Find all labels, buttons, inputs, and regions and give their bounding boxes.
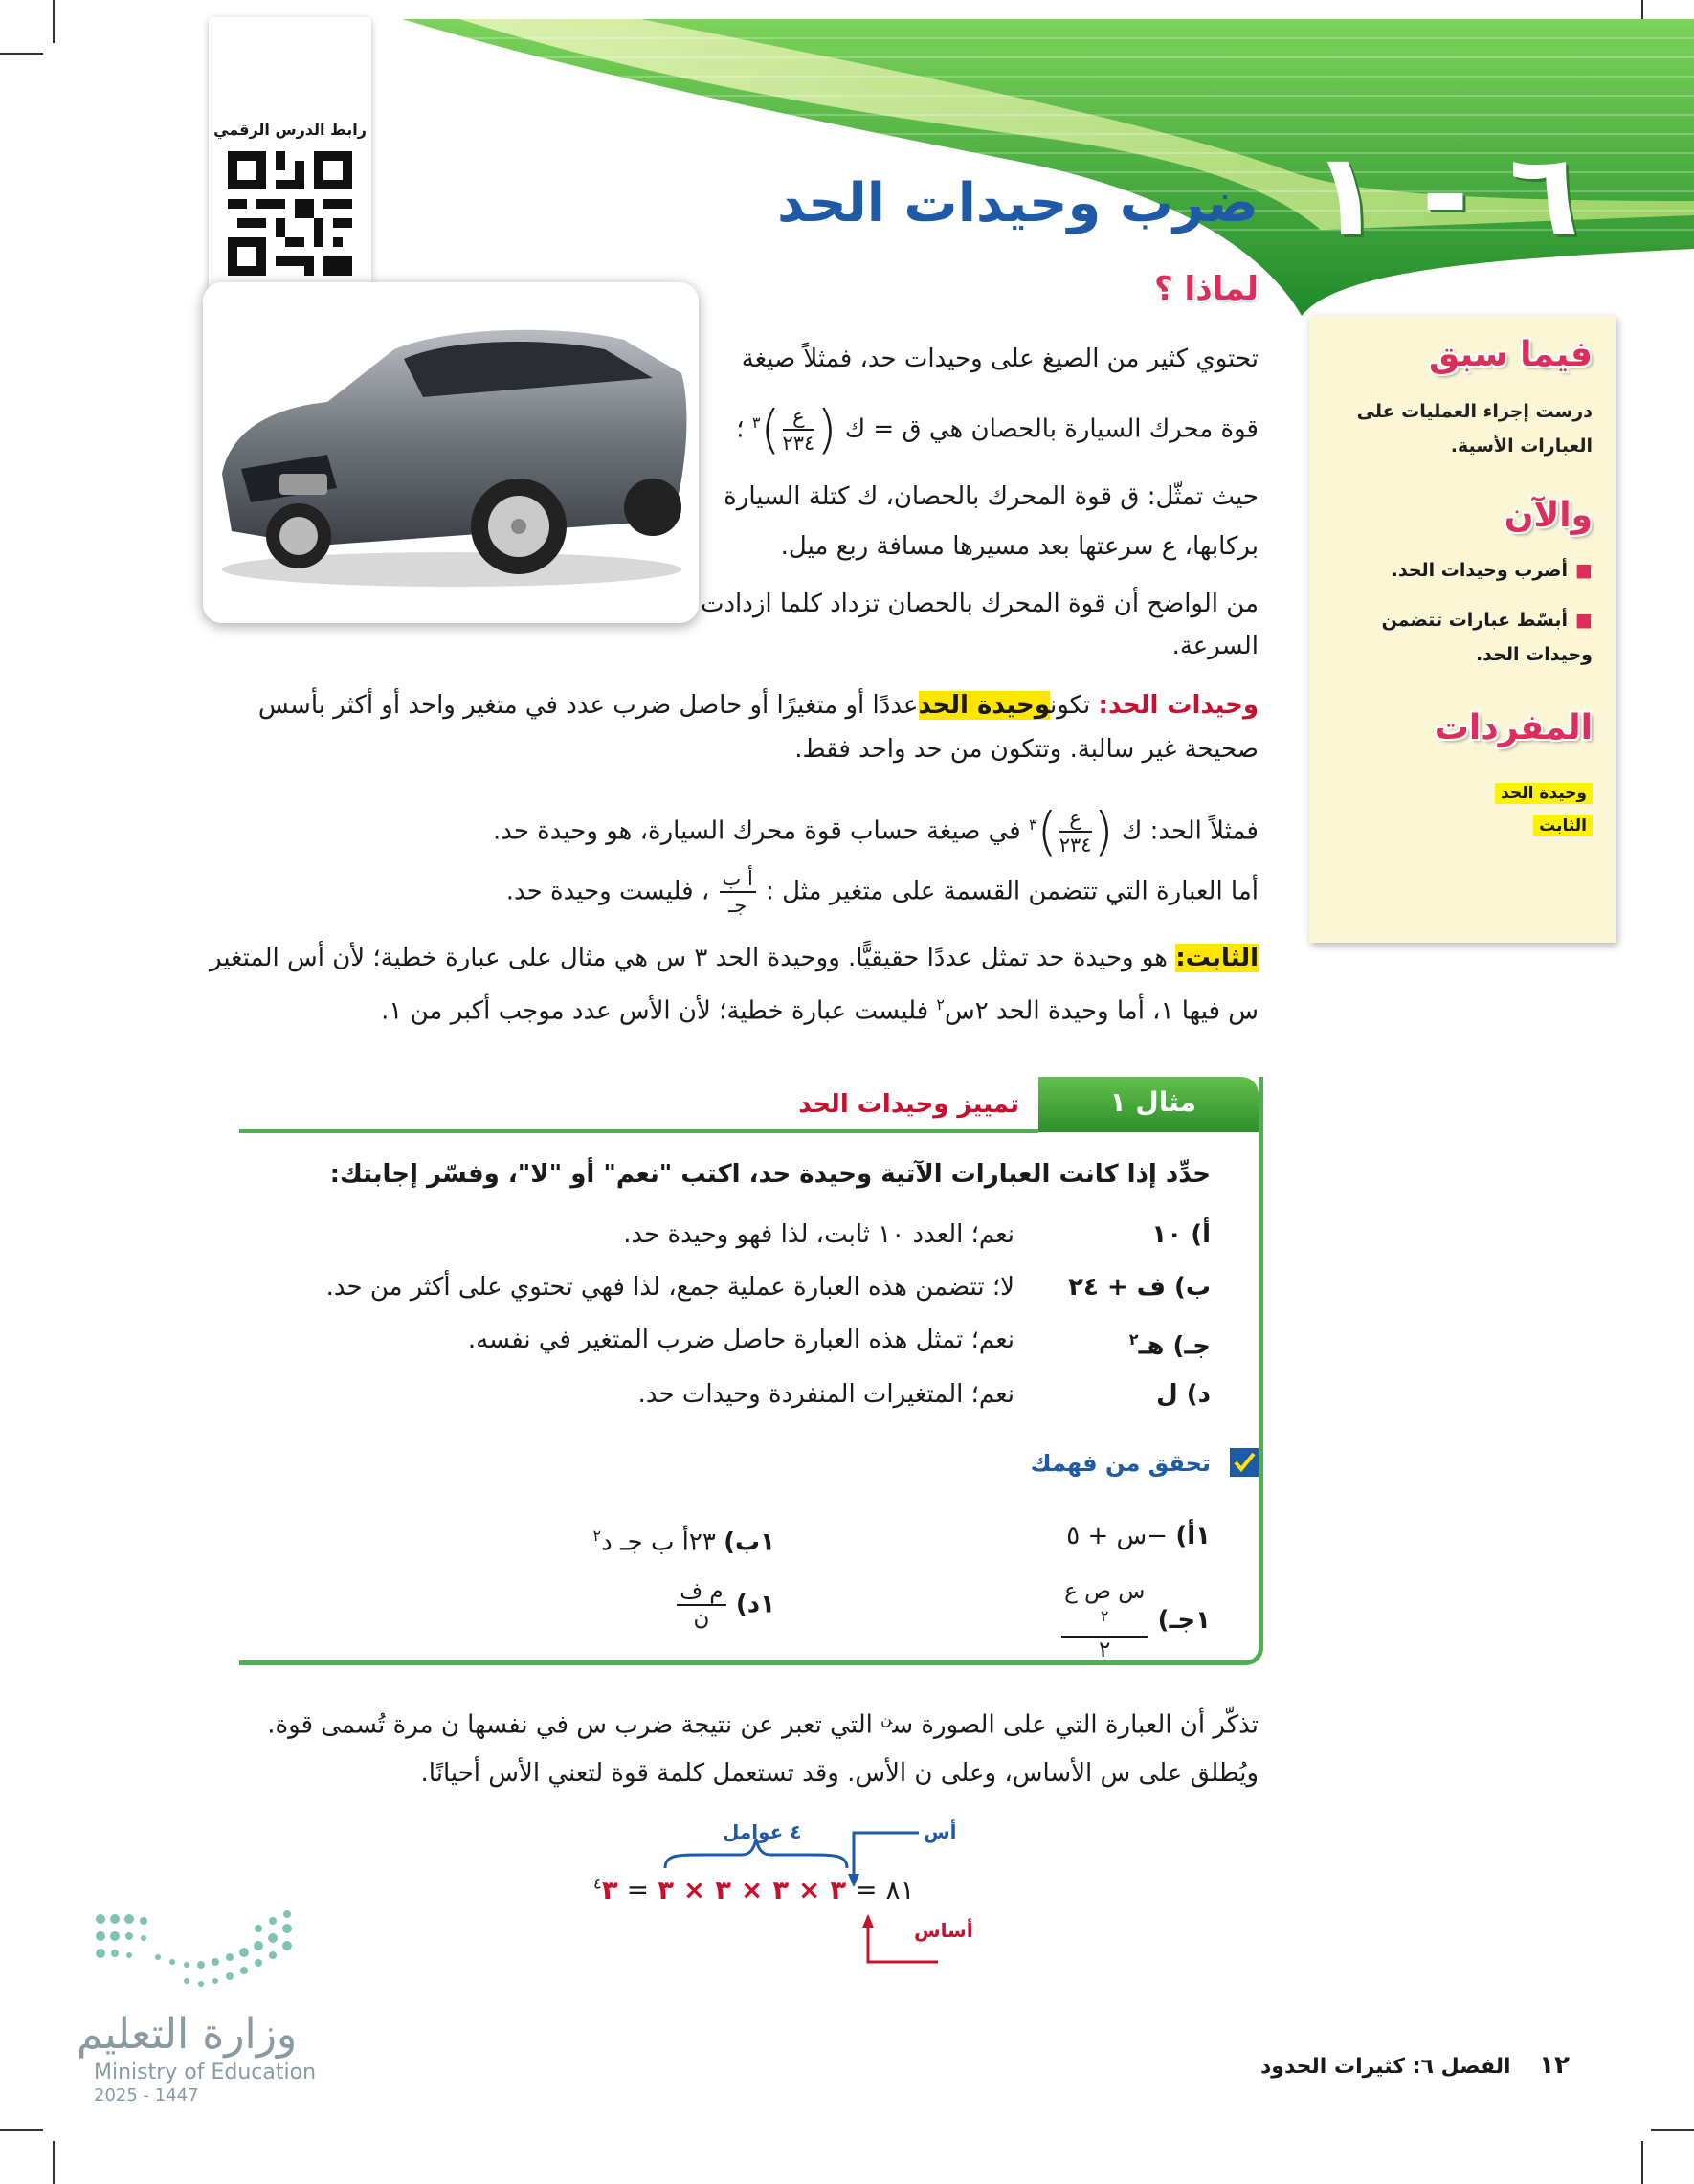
example-instruction: حدِّد إذا كانت العبارات الآتية وحيدة حد، اكتب "نعم" أو "لا"، وفسّر إجابتك: xyxy=(329,1160,1211,1189)
example-item-answer: نعم؛ المتغيرات المنفردة وحيدات حد. xyxy=(637,1380,1014,1409)
result-value: ٨١ xyxy=(885,1874,915,1905)
why-line-1: تحتوي كثير من الصيغ على وحيدات حد، فمثلاً صيغة xyxy=(741,345,1259,373)
example-item-answer: نعم؛ تمثل هذه العبارة حاصل ضرب المتغير في نفسه. xyxy=(467,1326,1014,1354)
chapter-label: الفصل ٦: كثيرات الحدود xyxy=(1259,2055,1511,2079)
sidebar-prev-text: درست إجراء العمليات على العبارات الأسية. xyxy=(1356,401,1593,457)
check-item-b: ١ب) ٢٣أ ب جـ د$^٢$ xyxy=(592,1527,775,1557)
speed-fraction: $\frac{\text{ع}}{٢٣٤}$ xyxy=(782,405,815,456)
punctuation: ؛ xyxy=(736,414,745,444)
power-equation: ٨١ = ٣ × ٣ × ٣ × ٣ = $^٤$٣ xyxy=(593,1874,915,1905)
example-item-label: أ) ١٠ xyxy=(1151,1220,1211,1249)
sidebar-prev-heading: فيما سبق xyxy=(1429,335,1593,374)
base-label: أساس xyxy=(914,1919,973,1942)
sidebar-vocab-heading: المفردات xyxy=(1434,708,1593,747)
highlighted-term: وحيدة الحد xyxy=(918,691,1051,720)
check-item-a: ١أ) −س + ٥ xyxy=(1066,1522,1211,1550)
reminder-text-2: التي تعبر عن نتيجة ضرب س في نفسها ن مرة تُسمى قوة. xyxy=(267,1710,873,1740)
definition-label: وحيدات الحد: xyxy=(1098,691,1259,720)
sidebar-now-item: ■أبسّط عبارات تتضمن وحيدات الحد. xyxy=(1381,610,1593,665)
page-number: ١٢ xyxy=(1539,2051,1570,2080)
ministry-logo xyxy=(77,1909,325,2106)
example-item-answer: لا؛ تتضمن هذه العبارة عملية جمع، لذا فهي تحتوي على أكثر من حد. xyxy=(325,1273,1014,1302)
crop-mark xyxy=(53,2141,55,2184)
constant-line-1 xyxy=(210,936,1259,981)
division-pre: أما العبارة التي تتضمن القسمة على متغير مثل : xyxy=(766,877,1259,906)
power-base: ٣ xyxy=(601,1874,618,1905)
why-line-2 xyxy=(736,399,1259,460)
ministry-english: Ministry of Education xyxy=(94,2061,317,2084)
example-post: في صيغة حساب قوة محرك السيارة، هو وحيدة حد. xyxy=(492,816,1021,846)
speed-fraction: $\frac{\text{ع}}{٢٣٤}$ xyxy=(1059,807,1092,858)
qr-caption: رابط الدرس الرقمي xyxy=(213,121,367,139)
definition-line-1 xyxy=(258,683,1259,728)
ministry-arabic: وزارة التعليم xyxy=(77,2010,298,2059)
definition-pre: تكون xyxy=(1050,691,1091,720)
paren-open: ( xyxy=(1093,801,1114,862)
crop-mark xyxy=(53,0,55,43)
lesson-number: ٦ - ١ xyxy=(1311,129,1579,262)
example-tab: مثال ١ xyxy=(1038,1077,1259,1132)
constant-text-3: فليست عبارة خطية؛ لأن الأس عدد موجب أكبر من ١. xyxy=(381,996,929,1026)
paren-open: ( xyxy=(816,399,837,460)
example-item-label: جـ) هـ$^٢$ xyxy=(1128,1330,1211,1361)
expansion: ٣ × ٣ × ٣ × ٣ xyxy=(657,1874,847,1905)
reminder-text: تذكّر أن العبارة التي على الصورة س xyxy=(892,1710,1259,1740)
vocab-item[interactable]: الثابت xyxy=(1533,815,1593,836)
definition-division xyxy=(506,866,1259,918)
definition-example xyxy=(492,801,1259,862)
ministry-year: 2025 - 1447 xyxy=(94,2085,199,2106)
exponent-label: أس xyxy=(924,1820,957,1843)
sidebar-now-item: ■أضرب وحيدات الحد. xyxy=(1391,560,1593,581)
formula-exponent: ٣ xyxy=(751,413,761,432)
crop-mark xyxy=(1641,2141,1643,2184)
example-item-answer: نعم؛ العدد ١٠ ثابت، لذا فهو وحيدة حد. xyxy=(623,1220,1014,1249)
why-formula-text: قوة محرك السيارة بالحصان هي ق = ك xyxy=(844,414,1259,444)
sidebar xyxy=(1309,316,1616,943)
page-footer xyxy=(1260,2051,1570,2080)
page-title: ضرب وحيدات الحد xyxy=(777,172,1259,234)
definition-rest: عددًا أو متغيرًا أو حاصل ضرب عدد في متغير واحد أو أكثر بأسس xyxy=(257,691,919,720)
constant-text-2: س فيها ١، أما وحيدة الحد ٢س xyxy=(945,996,1259,1026)
formula-exponent: ٣ xyxy=(1029,815,1037,834)
division-post: ، فليست وحيدة حد. xyxy=(505,877,710,906)
ministry-dots-icon xyxy=(91,1909,311,2005)
reminder-exponent: ن xyxy=(880,1709,893,1727)
paren-close: ) xyxy=(1036,801,1058,862)
example-box xyxy=(239,1077,1263,1665)
definition-line-2: صحيحة غير سالبة. وتتكون من حد واحد فقط. xyxy=(794,735,1259,764)
power-diagram xyxy=(536,1820,986,1972)
constant-label: الثابت: xyxy=(1175,944,1259,972)
check-title: تحقق من فهمك xyxy=(1030,1450,1211,1477)
why-line-3: حيث تمثّل: ق قوة المحرك بالحصان، ك كتلة السيارة xyxy=(724,482,1259,511)
why-line-6: السرعة. xyxy=(1171,632,1259,660)
qr-card[interactable] xyxy=(209,17,371,298)
check-item-d: ١د) $\frac{\text{م ف}}{\text{ن}}$ xyxy=(675,1579,775,1631)
power-exponent: ٤ xyxy=(593,1874,602,1893)
factors-label: ٤ عوامل xyxy=(723,1820,802,1843)
crop-mark xyxy=(1651,2129,1694,2131)
reminder-line-1 xyxy=(267,1696,1259,1749)
car-image xyxy=(203,282,699,623)
example-pre: فمثلاً الحد: ك xyxy=(1121,816,1259,846)
example-item-label: د) ل xyxy=(1156,1380,1211,1409)
example-divider xyxy=(239,1129,1038,1133)
paren-close: ) xyxy=(760,399,781,460)
example-item-label: ب) ف + ٢٤ xyxy=(1068,1273,1211,1302)
sidebar-now-heading: والآن xyxy=(1504,496,1593,535)
example-title: تمييز وحيدات الحد xyxy=(798,1090,1019,1119)
why-line-4: بركابها، ع سرعتها بعد مسيرها مسافة ربع ميل. xyxy=(780,532,1259,561)
constant-text: هو وحيدة حد تمثل عددًا حقيقيًّا. ووحيدة الحد ٣ س هي مثال على عبارة خطية؛ لأن أس المتغير xyxy=(209,944,1168,972)
crop-mark xyxy=(0,2129,43,2131)
crop-mark xyxy=(0,53,43,55)
division-fraction: $\frac{\text{أ ب}}{\text{جـ}}$ xyxy=(720,866,756,918)
vocab-item[interactable]: وحيدة الحد xyxy=(1495,783,1593,804)
reminder-line-2: ويُطلق على س الأساس، وعلى ن الأس. وقد تستعمل كلمة قوة لتعني الأس أحيانًا. xyxy=(420,1759,1259,1788)
constant-exponent: ٢ xyxy=(936,995,946,1014)
check-item-c: ١جـ) س ص ع $^٢$ ٢ xyxy=(1059,1579,1211,1662)
why-heading: لماذا ؟ xyxy=(1154,270,1259,308)
qr-code-icon[interactable] xyxy=(228,151,352,276)
constant-line-2 xyxy=(381,982,1259,1035)
checkmark-icon xyxy=(1230,1448,1259,1477)
why-line-5: من الواضح أن قوة المحرك بالحصان تزداد كلما ازدادت xyxy=(701,590,1259,618)
